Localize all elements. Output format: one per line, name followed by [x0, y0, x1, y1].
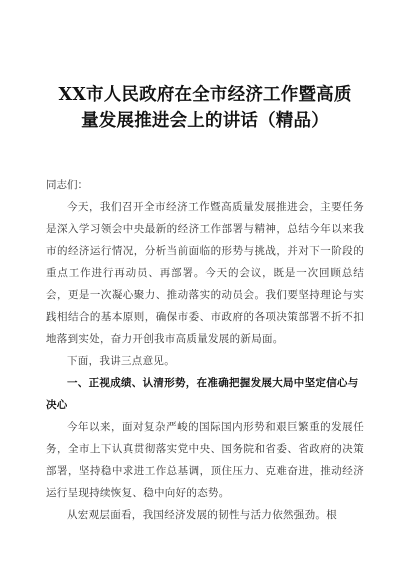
section1-paragraph-1: 今年以来，面对复杂严峻的国际国内形势和艰巨繁重的发展任务，全市上下认真贯彻落实党中央、国务院和省委、省政府的决策部署，坚持稳中求进工作总基调，顶住压力、克难奋进，推动经济运行呈现持续恢复、稳中向好的态势。	[46, 421, 364, 499]
salutation: 同志们：	[46, 179, 88, 191]
title-line-2: 量发展推进会上的讲话（精品）	[81, 111, 329, 131]
document-title	[46, 82, 364, 134]
title-line-1: XX市人民政府在全市经济工作暨高质	[58, 85, 352, 105]
section1-paragraph-2: 从宏观层面看，我国经济发展的韧性与活力依然强劲。根	[67, 509, 337, 521]
section-heading-1: 一、正视成绩、认清形势，在准确把握发展大局中坚定信心与决心	[46, 377, 359, 411]
paragraph-three-points: 下面，我讲三点意见。	[67, 355, 175, 367]
paragraph-opening: 今天，我们召开全市经济工作暨高质量发展推进会，主要任务是深入学习领会中央最新的经济工作部署与精神，总结今年以来我市的经济运行情况，分析当前面临的形势与挑战，并对下一阶段的重点工作进行再动员、再部署。今天的会议，既是一次回顾总结会，更是一次凝心聚力、推动落实的动员会。我们要坚持理论与实践相结合的基本原则，确保市委、市政府的各项决策部署不折不扣地落到实处，奋力开创我市高质量发展的新局面。	[46, 201, 364, 345]
